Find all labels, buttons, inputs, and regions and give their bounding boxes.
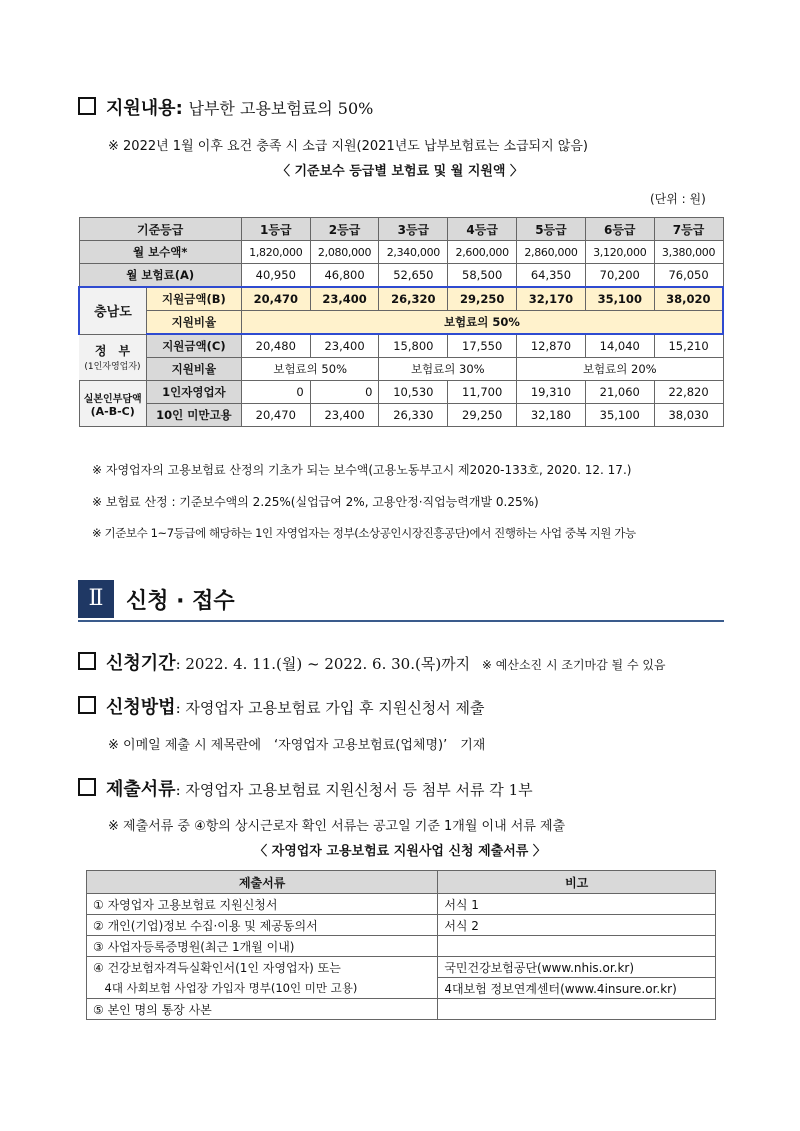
table-row: 기준등급 1등급 2등급 3등급 4등급 5등급 6등급 7등급 [79,218,723,241]
table-row: ③ 사업자등록증명원(최근 1개월 이내) [87,936,716,957]
unit-label: (단위 : 원) [650,192,706,206]
table-row: ④ 건강보험자격득실확인서(1인 자영업자) 또는 국민건강보험공단(www.nhis.or.kr) [87,957,716,978]
section-number: Ⅱ [78,580,114,618]
table-row: 월 보험료(A) 40,950 46,800 52,650 58,500 64,350 70,200 76,050 [79,264,723,288]
table-row: 지원비율 보험료의 50% 보험료의 30% 보험료의 20% [79,358,723,381]
table-row: 제출서류 비고 [87,871,716,894]
docs-heading: 제출서류: 자영업자 고용보험료 지원신청서 등 첨부 서류 각 1부 [78,775,533,801]
table-row: 실본인부담액 (A-B-C) 1인자영업자 0 0 10,530 11,700 19,310 21,060 22,820 [79,381,723,404]
period-heading: 신청기간: 2022. 4. 11.(월) ~ 2022. 6. 30.(목)까지 ※ 예산소진 시 조기마감 될 수 있음 [78,649,666,675]
table-row: 10인 미만고용 20,470 23,400 26,330 29,250 32,180 35,100 38,030 [79,404,723,427]
docs-table [86,870,716,1020]
checkbox-square-icon [78,778,96,796]
table-row: ① 자영업자 고용보험료 지원신청서 서식 1 [87,894,716,915]
section-title: 신청 · 접수 [126,589,235,614]
table-row: 4대 사회보험 사업장 가입자 명부(10인 미만 고용) 4대보험 정보연계센터(www.4insure.or.kr) [87,978,716,999]
table-row: 충남도 지원금액(B) 20,470 23,400 26,320 29,250 32,170 35,100 38,020 [79,287,723,311]
fee-table [78,217,724,427]
support-text: 납부한 고용보험료의 50% [188,99,374,118]
section-header [78,580,724,622]
table-row: 월 보수액* 1,820,000 2,080,000 2,340,000 2,600,000 2,860,000 3,120,000 3,380,000 [79,241,723,264]
method-heading: 신청방법: 자영업자 고용보험료 가입 후 지원신청서 제출 [78,693,485,719]
support-note: ※ 2022년 1월 이후 요건 충족 시 소급 지원(2021년도 납부보험료는 소급되지 않음) [108,139,588,154]
checkbox-square-icon [78,696,96,714]
table-row: ⑤ 본인 명의 통장 사본 [87,999,716,1020]
docs-note: ※ 제출서류 중 ④항의 상시근로자 확인 서류는 공고일 기준 1개월 이내 서류 제출 [108,819,566,834]
checkbox-square-icon [78,652,96,670]
table-row: 정 부 (1인자영업자) 지원금액(C) 20,480 23,400 15,800 17,550 12,870 14,040 15,210 [79,334,723,358]
docs-table-title: 〈 자영업자 고용보험료 지원사업 신청 제출서류 〉 [254,844,546,859]
method-note: ※ 이메일 제출 시 제목란에 ‘자영업자 고용보험료(업체명)’ 기재 [108,738,486,753]
note-line: ※ 보험료 산정 : 기준보수액의 2.25%(실업급여 2%, 고용안정·직업능력개발 0.25%) [92,495,539,509]
fee-table-title: 〈 기준보수 등급별 보험료 및 월 지원액 〉 [276,164,524,179]
table-row: 지원비율 보험료의 50% [79,311,723,335]
note-line: ※ 기준보수 1~7등급에 해당하는 1인 자영업자는 정부(소상공인시장진흥공단)에서 진행하는 사업 중복 지원 가능 [92,526,636,540]
note-line: ※ 자영업자의 고용보험료 산정의 기초가 되는 보수액(고용노동부고시 제2020-133호, 2020. 12. 17.) [92,463,632,477]
checkbox-square-icon [78,97,96,115]
table-row: ② 개인(기업)정보 수집·이용 및 제공동의서 서식 2 [87,915,716,936]
support-heading: 지원내용: 납부한 고용보험료의 50% [78,94,373,120]
